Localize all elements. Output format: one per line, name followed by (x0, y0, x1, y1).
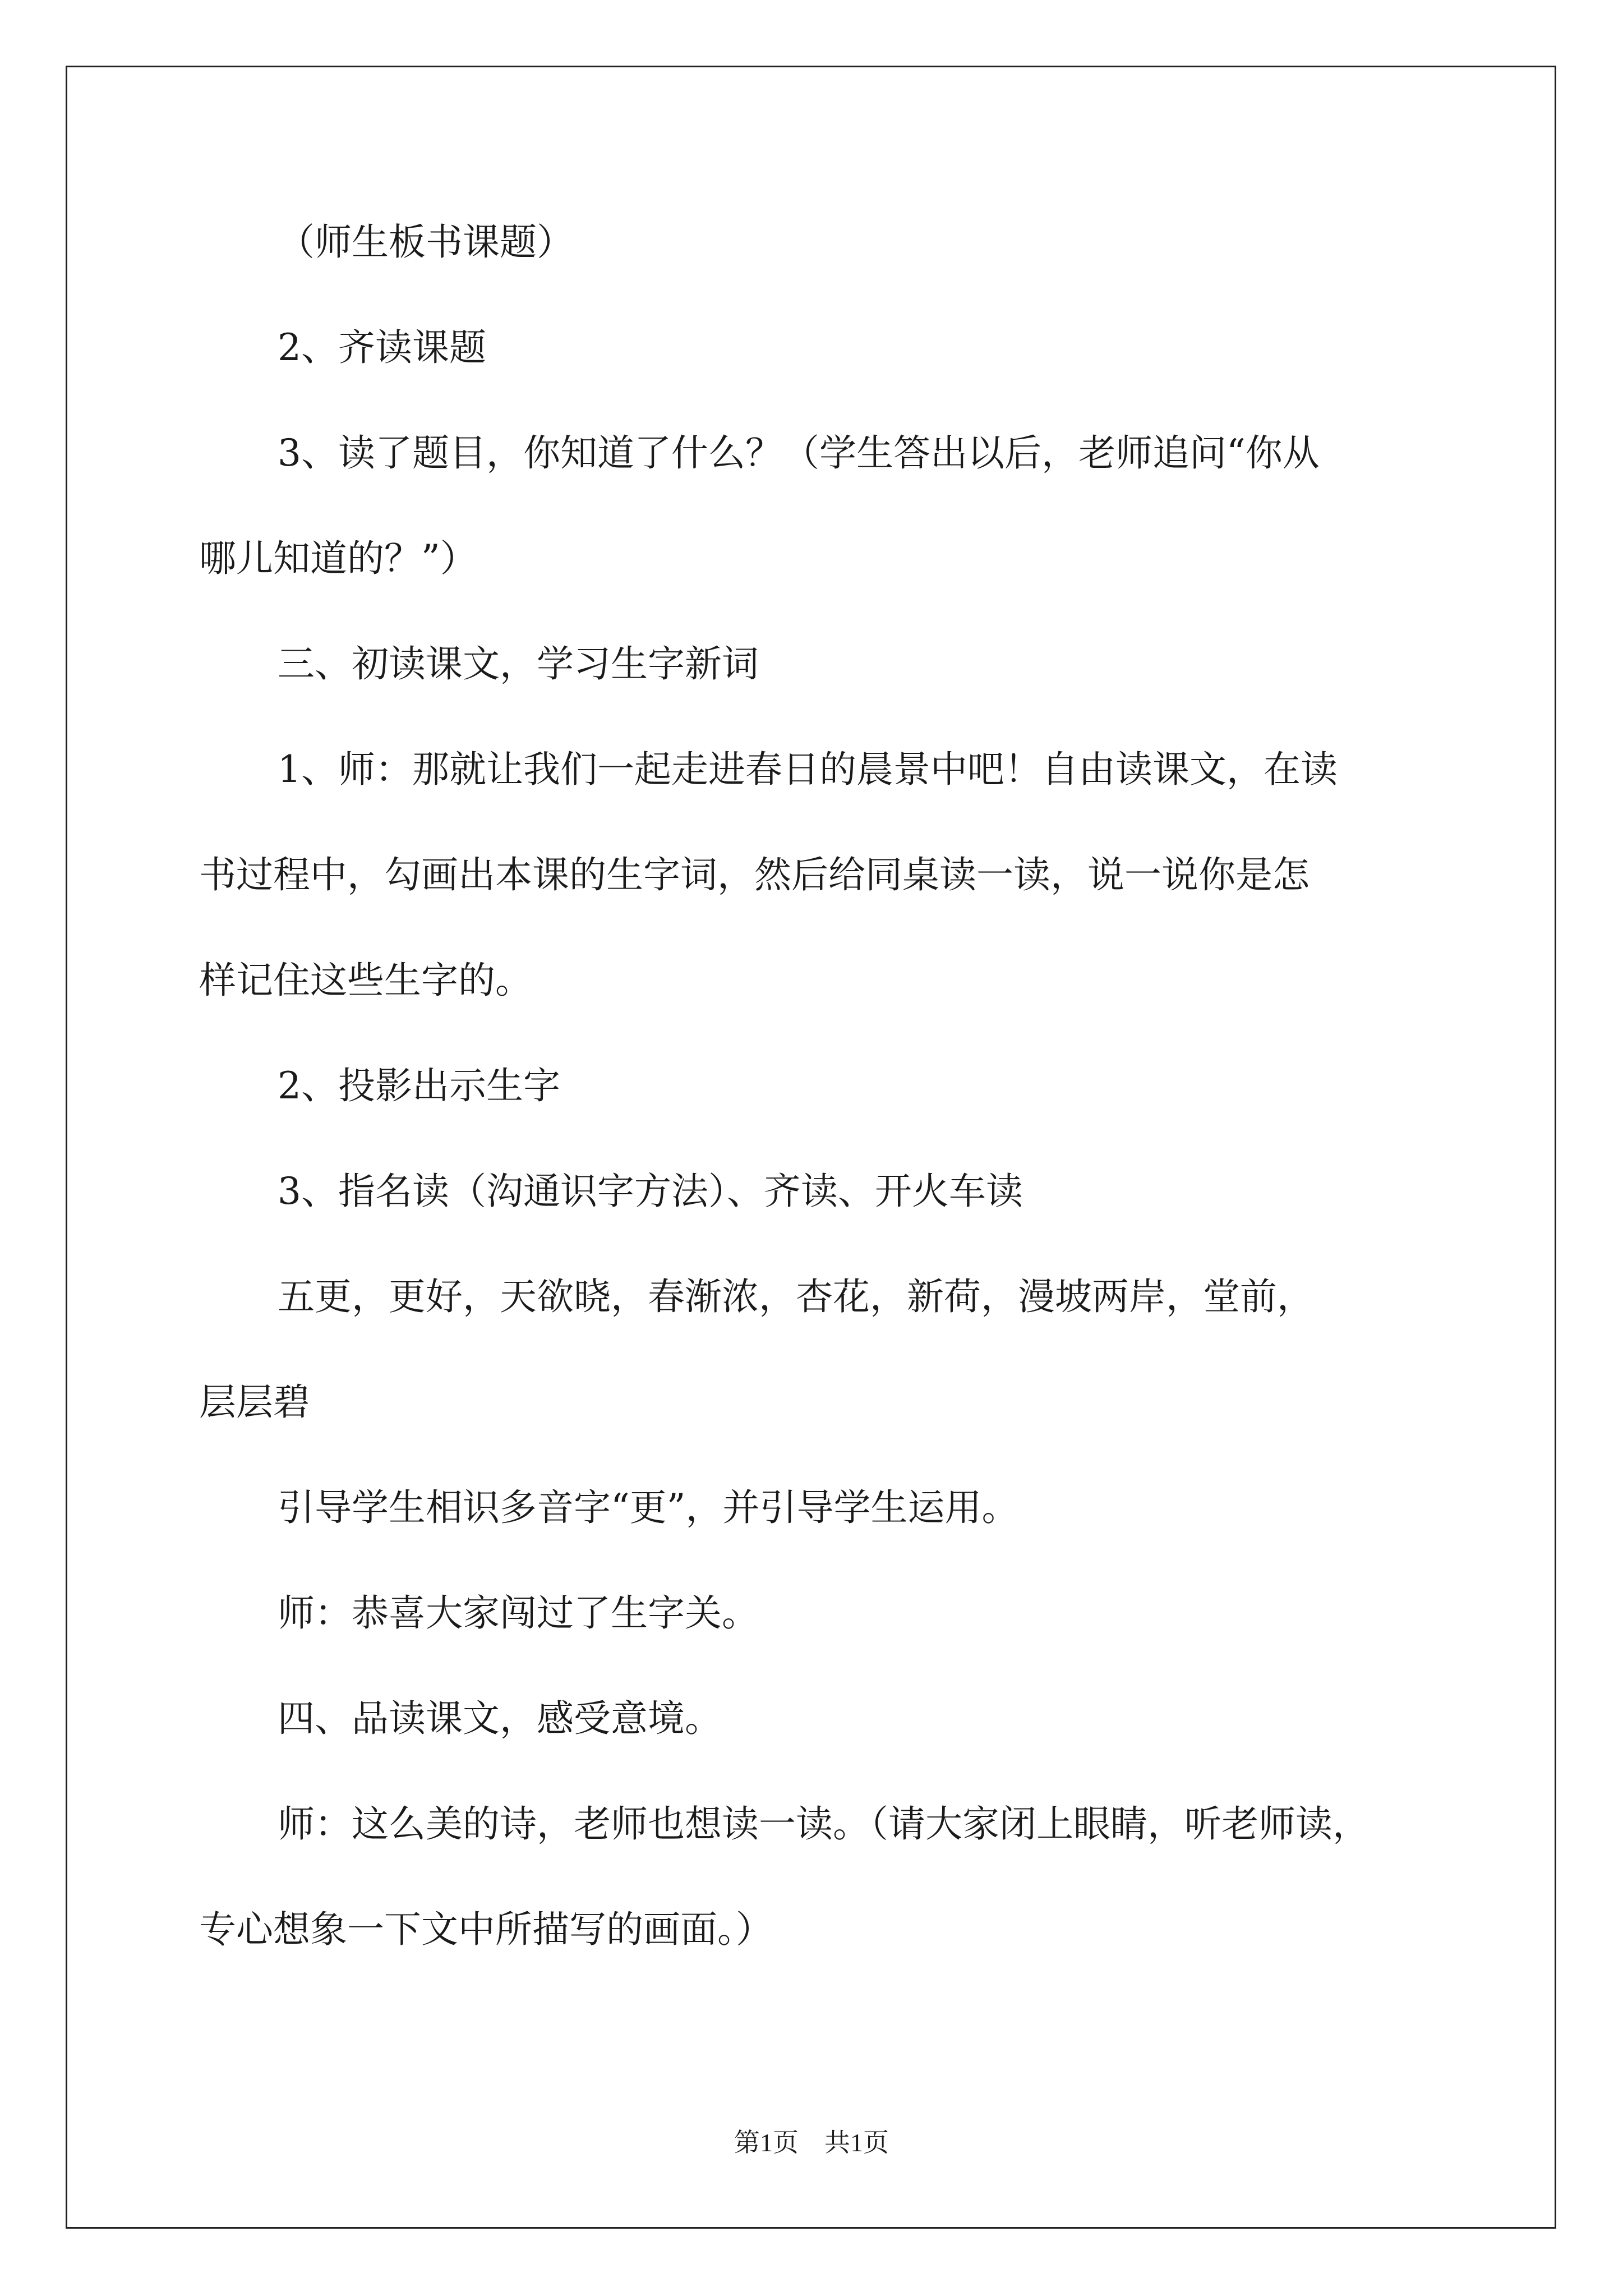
section-heading: 三、初读课文，学习生字新词 (278, 642, 759, 685)
section-heading: 四、品读课文，感受意境。 (278, 1697, 722, 1740)
paragraph (199, 1481, 1433, 1534)
paragraph-line: 2、齐读课题 (278, 326, 486, 369)
paragraph-line: 专心想象一下文中所描写的画面。） (199, 1908, 773, 1951)
paragraph-line: 师：这么美的诗，老师也想读一读。（请大家闭上眼睛，听老师读， (278, 1802, 1370, 1846)
paragraph-line: 师：恭喜大家闯过了生字关。 (278, 1591, 759, 1635)
paragraph (199, 638, 1433, 691)
paragraph (199, 1060, 1433, 1112)
paragraph (199, 321, 1433, 374)
vocabulary-line: 层层碧 (199, 1381, 310, 1424)
paragraph (199, 1165, 1433, 1218)
page-footer: 第1页 共1页 (734, 2128, 889, 2157)
paragraph-line: 引导学生相识多音字“更”，并引导学生运用。 (278, 1486, 1019, 1529)
paragraph-line: 3、读了题目，你知道了什么？（学生答出以后，老师追问“你从 (278, 431, 1320, 475)
paragraph (199, 743, 1433, 1007)
paragraph-line: 样记住这些生字的。 (199, 959, 532, 1002)
paragraph-line: 1、师：那就让我们一起走进春日的晨景中吧！自由读课文，在读 (278, 748, 1338, 791)
paragraph (199, 1587, 1433, 1640)
paragraph-line: 哪儿知道的？”） (199, 537, 477, 580)
paragraph (199, 1692, 1433, 1745)
paragraph-line: 3、指名读（沟通识字方法）、齐读、开火车读 (278, 1170, 1023, 1213)
document-body (199, 216, 1433, 1956)
paragraph (199, 1798, 1433, 1956)
paragraph-line: 书过程中，勾画出本课的生字词，然后给同桌读一读，说一说你是怎 (199, 853, 1310, 896)
paragraph-line: （师生板书课题） (278, 220, 574, 264)
paragraph (199, 427, 1433, 585)
paragraph-line: 2、投影出示生字 (278, 1064, 560, 1107)
paragraph (199, 1271, 1433, 1429)
paragraph (199, 216, 1433, 269)
vocabulary-line: 五更，更好，天欲晓，春渐浓，杏花，新荷，漫坡两岸，堂前， (278, 1275, 1314, 1318)
